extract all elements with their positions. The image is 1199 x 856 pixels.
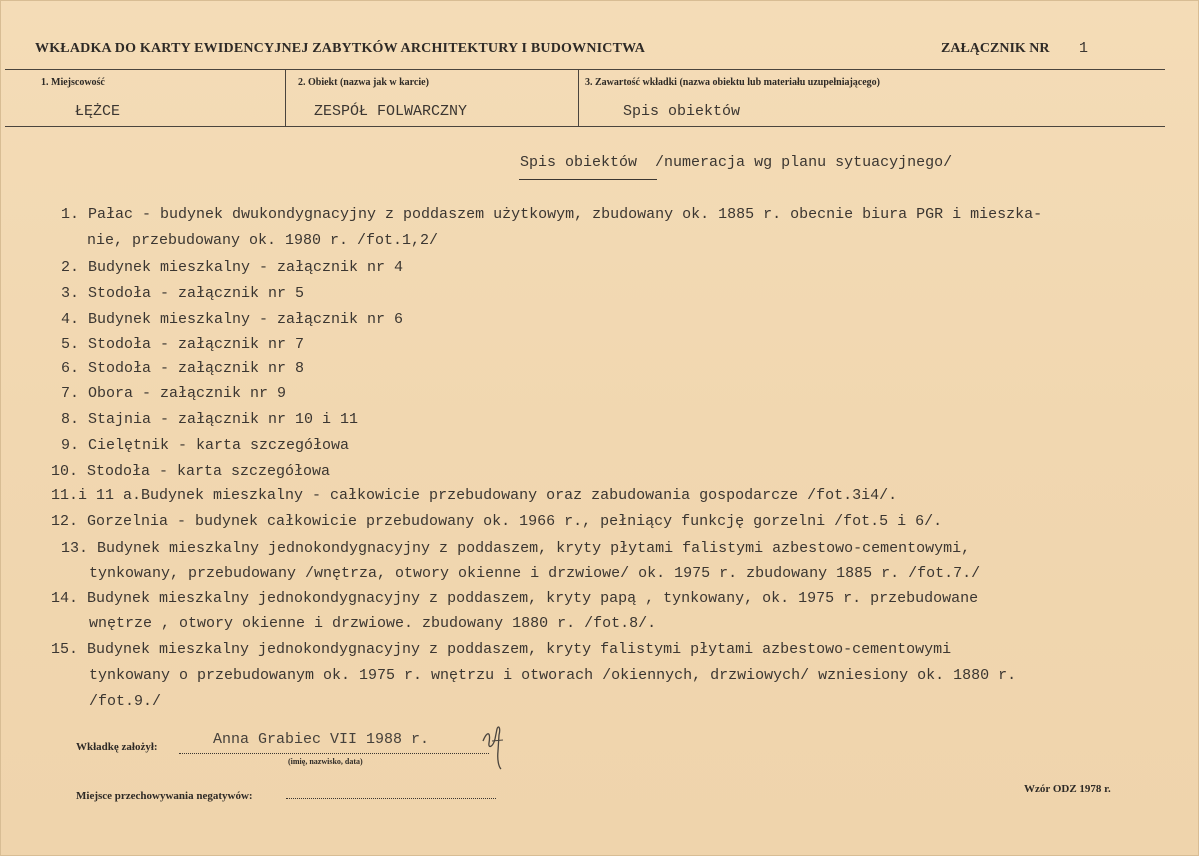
list-line: tynkowany, przebudowany /wnętrza, otwory okienne i drzwiowe/ ok. 1975 r. zbudowany 1885 r. /fot.7./ [89,565,981,582]
list-line: nie, przebudowany ok. 1980 r. /fot.1,2/ [87,232,439,249]
created-by-label: Wkładkę założył: [76,741,158,753]
field-label-locality: 1. Miejscowość [41,77,105,88]
list-line: tynkowany o przebudowanym ok. 1975 r. wnętrzu i otworach /okiennych, drzwiowych/ wzniesiony ok. 1880 r. [89,667,1017,684]
list-line: 9. Cielętnik - karta szczegółowa [61,437,350,454]
list-line: /fot.9./ [89,693,162,710]
list-line: 6. Stodoła - załącznik nr 8 [61,360,305,377]
negatives-label: Miejsce przechowywania negatywów: [76,790,253,802]
list-line: 13. Budynek mieszkalny jednokondygnacyjny z poddaszem, kryty płytami falistymi azbestowo-cementowymi, [61,540,971,557]
list-line: 3. Stodoła - załącznik nr 5 [61,285,305,302]
created-by-caption: (imię, nazwisko, data) [288,757,363,766]
list-line: wnętrze , otwory okienne i drzwiowe. zbudowany 1880 r. /fot.8/. [89,615,657,632]
field-value-object: ZESPÓŁ FOLWARCZNY [314,103,468,120]
list-line: 10. Stodoła - karta szczegółowa [51,463,331,480]
created-by-dotted-line [179,753,489,754]
header-rule-bottom [5,126,1165,127]
field-label-contents: 3. Zawartość wkładki (nazwa obiektu lub materiału uzupełniającego) [585,77,881,88]
list-line: 14. Budynek mieszkalny jednokondygnacyjny z poddaszem, kryty papą , tynkowany, ok. 1975 r. przebudowane [51,590,979,607]
field-value-contents: Spis obiektów [623,103,741,120]
field-divider-1 [285,70,286,126]
list-line: 1. Pałac - budynek dwukondygnacyjny z poddaszem użytkowym, zbudowany ok. 1885 r. obecnie biura PGR i mieszka- [61,206,1043,223]
field-label-object: 2. Obiekt (nazwa jak w karcie) [298,77,429,88]
field-divider-2 [578,70,579,126]
template-version: Wzór ODZ 1978 r. [1024,783,1111,795]
list-line: 8. Stajnia - załącznik nr 10 i 11 [61,411,359,428]
list-line: 5. Stodoła - załącznik nr 7 [61,336,305,353]
field-value-locality: ŁĘŻCE [75,103,121,120]
section-title-sub: /numeracja wg planu sytuacyjnego/ [655,154,953,171]
list-line: 15. Budynek mieszkalny jednokondygnacyjny z poddaszem, kryty falistymi płytami azbestowo-cementowymi [51,641,952,658]
list-line: 4. Budynek mieszkalny - załącznik nr 6 [61,311,404,328]
list-line: 11.i 11 a.Budynek mieszkalny - całkowicie przebudowany oraz zabudowania gospodarcze /fot.3i4/. [51,487,898,504]
attachment-number: 1 [1079,40,1089,57]
signature-paraph-icon [479,721,509,771]
card-title: WKŁADKA DO KARTY EWIDENCYJNEJ ZABYTKÓW ARCHITEKTURY I BUDOWNICTWA [35,41,646,56]
negatives-dotted-line [286,798,496,799]
section-title-underline [519,179,657,180]
list-line: 12. Gorzelnia - budynek całkowicie przebudowany ok. 1966 r., pełniący funkcję gorzelni /fot.5 i 6/. [51,513,943,530]
section-title [520,154,952,171]
created-by-value: Anna Grabiec VII 1988 r. [213,731,430,748]
section-title-main: Spis obiektów [520,154,638,171]
attachment-label: ZAŁĄCZNIK NR [941,41,1050,56]
list-line: 2. Budynek mieszkalny - załącznik nr 4 [61,259,404,276]
list-line: 7. Obora - załącznik nr 9 [61,385,287,402]
header-rule-top [5,69,1165,70]
